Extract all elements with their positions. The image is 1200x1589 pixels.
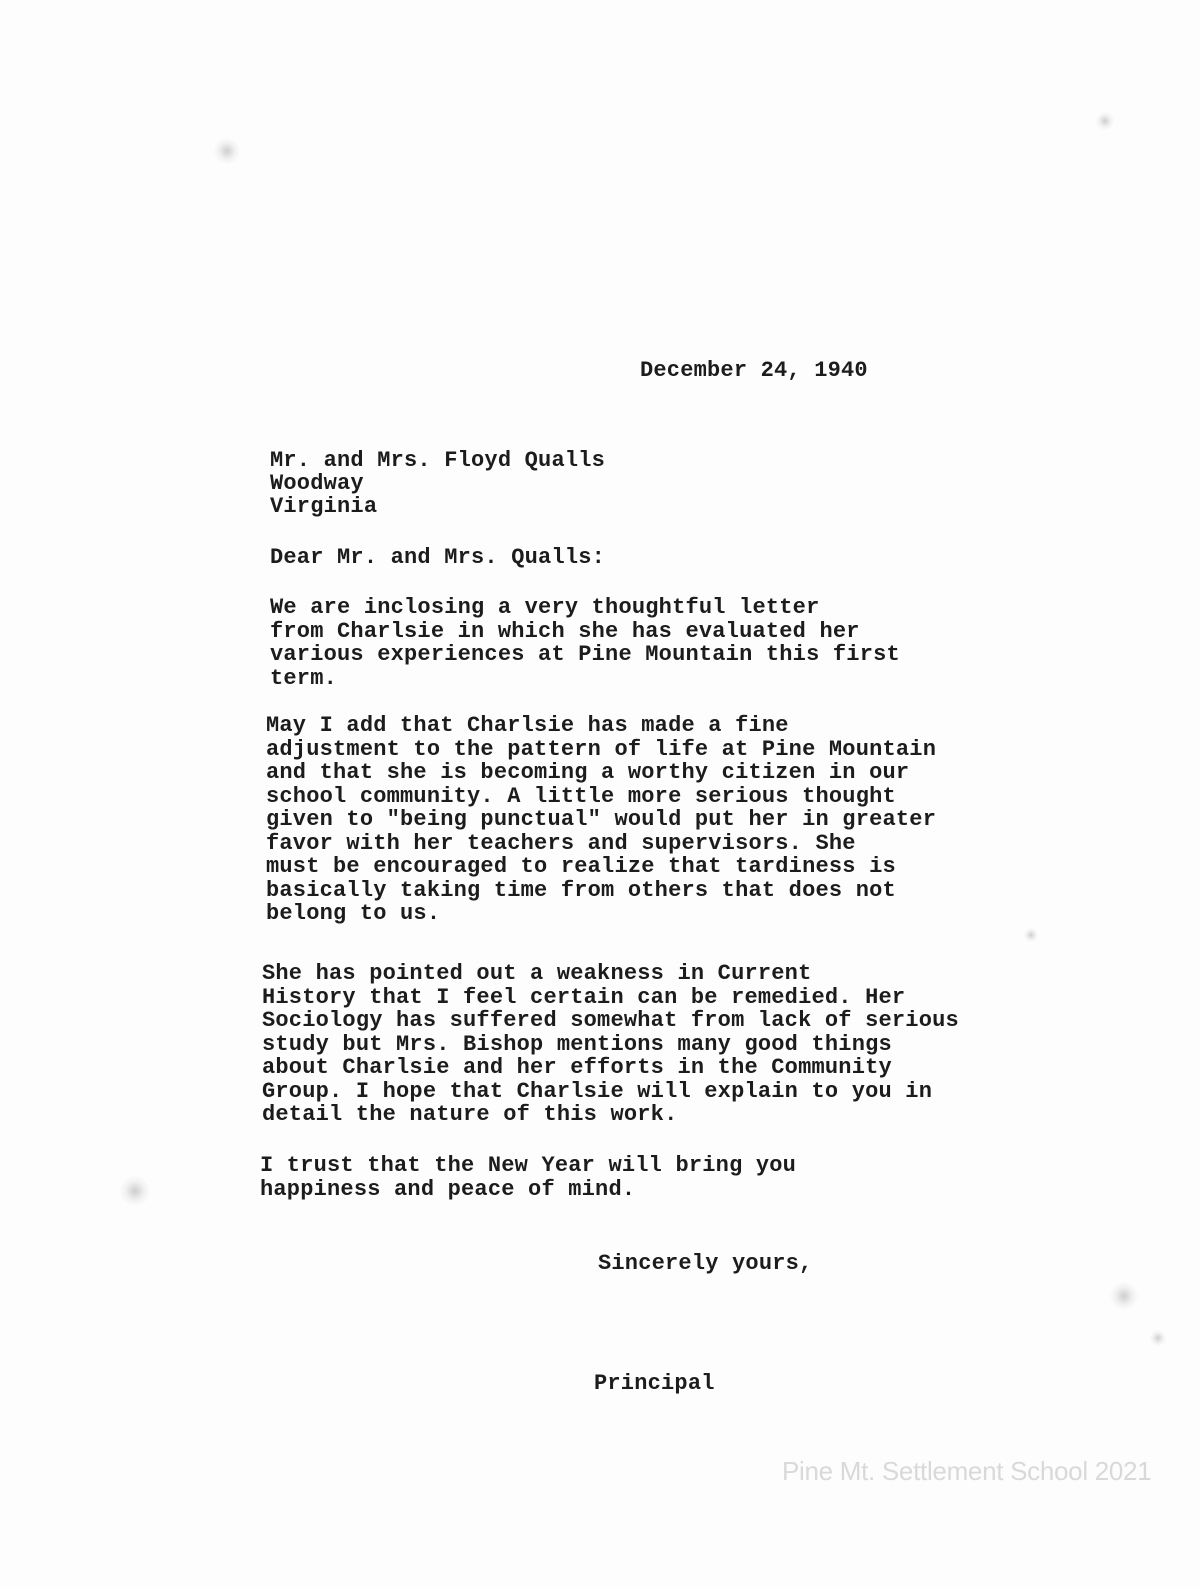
scan-smudge [1110,1282,1138,1310]
archive-watermark: Pine Mt. Settlement School 2021 [782,1456,1152,1486]
recipient-name: Mr. and Mrs. Floyd Qualls [270,448,606,473]
scan-smudge [1024,928,1038,942]
scan-smudge [120,1176,150,1206]
paragraph-new-year: I trust that the New Year will bring you happiness and peace of mind. [260,1153,797,1202]
signer-title: Principal [594,1371,715,1396]
recipient-city: Woodway [270,471,364,496]
paragraph-current-history: She has pointed out a weakness in Current History that I feel certain can be remedied. Her Sociology has suffered somewhat from lack of serious study but Mrs. Bishop mentions many good things about Charlsie and her efforts in the Community Group. I hope that Charlsie will explain to you in detail the nature of this work. [262,961,959,1127]
closing: Sincerely yours, [598,1251,813,1276]
paragraph-adjustment: May I add that Charlsie has made a fine adjustment to the pattern of life at Pine Mountain and that she is becoming a worthy citizen in our school community. A little more serious thought given to "being punctual" would put her in greater favor with her teachers and supervisors. She must be encouraged to realize that tardiness is basically taking time from others that does not belong to us. [266,713,937,926]
recipient-state: Virginia [270,494,378,519]
salutation: Dear Mr. and Mrs. Qualls: [270,545,606,570]
paragraph-inclosing-letter: We are inclosing a very thoughtful letter from Charlsie in which she has evaluated her various experiences at Pine Mountain this first term. [270,595,900,691]
scan-smudge [1096,112,1114,130]
letter-date: December 24, 1940 [640,358,868,383]
scan-smudge [1150,1330,1166,1346]
scan-smudge [214,138,240,164]
